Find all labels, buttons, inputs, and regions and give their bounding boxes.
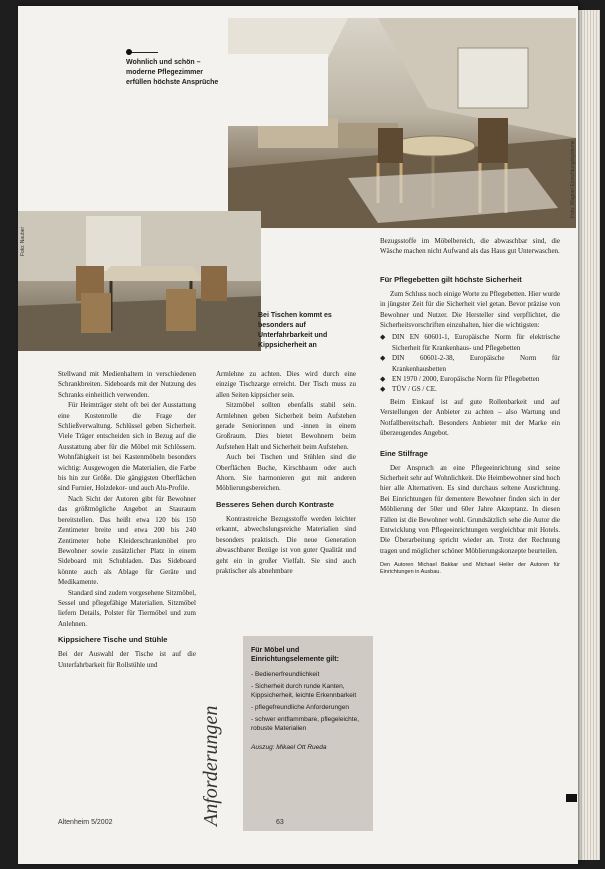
end-marker-icon (566, 794, 577, 802)
photo-dining-table (18, 211, 261, 351)
caption-dot-icon (126, 49, 132, 55)
column-3 (380, 236, 560, 576)
side-label: Anforderungen (200, 705, 222, 826)
caption-box (223, 54, 328, 126)
photo-dining-table-illustration (18, 211, 261, 351)
col1-paragraph: Standard sind zudem vorgesehene Sitzmöbel, Sessel und pflegefähige Materialien. Sitzmöbel liefern Details, Polster für Tiermöbel und zum Anlehnen. (58, 588, 196, 628)
author-note: Den Autoren Michael Bakkar und Michael Heiler der Autoren für Einrichtungen in Ausbau. (380, 562, 560, 576)
col1-heading: Kippsichere Tische und Stühle (58, 635, 168, 645)
norms-list-item: ◆ EN 1970 / 2000, Europäische Norm für Pflegebetten (380, 374, 560, 384)
requirements-item: - pflegefreundliche Anforderungen (251, 704, 349, 711)
col1-paragraph: Stellwand mit Medienhaltern in verschiedenen Schrankbreiten. Sideboards mit der Nutzung des Schranks einheitlich verwenden. (58, 370, 196, 399)
norms-list-item: ◆ DIN EN 60601-1, Europäische Norm für elektrische Sicherheit für Krankenhaus- und Pflegebetten (380, 332, 560, 353)
photo-care-room-caption: Wohnlich und schön – moderne Pflegezimmer erfüllen höchste Ansprüche (126, 59, 219, 86)
col3-paragraph: Der Anspruch an eine Pflegeeinrichtung sind seine Sicherheit sehr auf Wohnlichkeit. Die Heimbewohner sind hoch hier alle Alternativen. Es sind durchaus seltene Ausrichtung. Bei Einrichtungen für dementere Bewohner finden sich in der Möblierung der 50er und 60er Jahre Akzeptanz. In diesen Fällen ist die Bewohner wohl. Grundsätzlich sehe die Autor die Entwicklung von Pflegeeinrichtungen vergleichbar mit Hotels. Die Überarbeitung spricht wieder an. Trotz der Rechnung tragen und möglicher schöner Möblierungskonzepte beurteilen. (380, 463, 560, 555)
photo-care-room-credit: Foto: Wagner Einrichtungssysteme (570, 140, 576, 218)
photo-dining-table-caption: Bei Tischen kommt es besonders auf Unterfahrbarkeit und Kippsicherheit an (258, 312, 332, 349)
col3-heading: Eine Stilfrage (380, 448, 428, 458)
col1-paragraph: Bei der Auswahl der Tische ist auf die Unterfahrbarkeit für Rollstühle und (58, 650, 196, 669)
col2-paragraph: Armlehne zu achten. Dies wird durch eine einzige Tischzarge erreicht. Der Tisch muss zu allen Seiten kippsicher sein. (216, 370, 356, 399)
requirements-box-title: Für Möbel und Einrichtungselemente gilt: (251, 647, 339, 663)
requirements-box-signature: Auszug: Mikael Ott Rueda (251, 744, 327, 751)
requirements-box (243, 636, 373, 831)
col3-heading: Für Pflegebetten gilt höchste Sicherheit (380, 274, 522, 284)
requirements-item: - schwer entflammbare, pflegeleichte, robuste Materialien (251, 716, 360, 732)
col2-paragraph: Auch bei Tischen und Stühlen sind die Oberflächen Buche, Kirschbaum oder auch Ahorn. Sie harmonieren gut mit anderen Möblierungsbereichen. (216, 453, 356, 493)
footer-page-number: 63 (276, 819, 284, 826)
col2-paragraph: Sitzmöbel sollten ebenfalls stabil sein. Armlehnen geben Sicherheit beim Aufstehen gerade Seniorinnen und -innen in einem Großraum. Dies bietet Bewohnern beim Aufstehen Halt und Sicherheit beim Aufstehen. (216, 401, 356, 451)
caption-rule (128, 52, 158, 53)
norms-list-item: ◆ TÜV / GS / CE. (380, 384, 560, 394)
footer-issue: Altenheim 5/2002 (58, 819, 113, 826)
col1-paragraph: Für Heimträger steht oft bei der Ausstattung eine Kostenrolle die Frage der Schließverwaltung. Schlüssel geben Sicherheit. Viele Träger entscheiden sich in Bezug auf die Ausstattung aber für die Möbel mit Schlössern. Wohnfähigkeit ist bei Kastenmöbeln besonders wichtig: Ausgewogen die Materialien, die Farbe bis hin zur Größe. Die gängigsten Oberflächen sind Furnier, Holzdekor- und auch Alu-Profile. (58, 401, 196, 493)
norms-list (380, 332, 560, 394)
col3-paragraph: Zum Schluss noch einige Worte zu Pflegebetten. Hier wurde in jüngster Zeit für die Sicherheit viel getan. Bevor präzise von Bewohner und Nutzer. Die Hersteller sind verpflichtet, die Sicherheitsvorschriften einzuhalten, hier die wichtigsten: (380, 289, 560, 330)
col3-paragraph: Bezugsstoffe im Möbelbereich, die abwaschbar sind, die Wäsche machen nicht Aufwand als das Haus gut Unterwaschen. (380, 237, 560, 256)
col3-paragraph: Beim Einkauf ist auf gute Rollenbarkeit und auf Verstellungen der Anbieter zu achten – also Wartung und Notfallbereitschaft. Besonders Anbieter mit der Marke ein überzeugendes Angebot. (380, 397, 560, 438)
photo-dining-table-credit: Foto: Nauber (20, 226, 26, 256)
col1-paragraph: Nach Sicht der Autoren gibt für Bewohner das größtmögliche Angebot an Stauraum bereitstellen. Das heißt etwa 120 bis 150 Zentimeter breite und etwa 200 bis 240 Zentimeter hohe Kleiderschrankmöbel pro Bewohner sowie zusätzlicher Platz in einem Sideboard mit Schubladen. Das Sideboard könnte auch als Ablage für Geräte und Medikamente. (58, 494, 196, 587)
col2-paragraph: Kontrastreiche Bezugsstoffe werden leichter erkannt, abwechslungsreiche Materialien sind besonders praktisch. Die neue Generation abwaschbarer Bezüge ist von guter Qualität und geht ein in großer Vielfalt. Sie sind auch praktischer als abnehmbare (216, 514, 356, 575)
magazine-page (18, 6, 578, 864)
page-stack-edge (578, 10, 600, 860)
column-1 (58, 369, 196, 670)
requirements-item: - Sicherheit durch runde Kanten, Kippsicherheit, leichte Erkennbarkeit (251, 683, 357, 699)
col2-heading: Besseres Sehen durch Kontraste (216, 499, 334, 509)
column-2 (216, 369, 356, 576)
requirements-item: - Bedienerfreundlichkeit (251, 671, 320, 678)
norms-list-item: ◆ DIN 60601-2-38, Europäische Norm für Krankenhausbetten (380, 353, 560, 374)
